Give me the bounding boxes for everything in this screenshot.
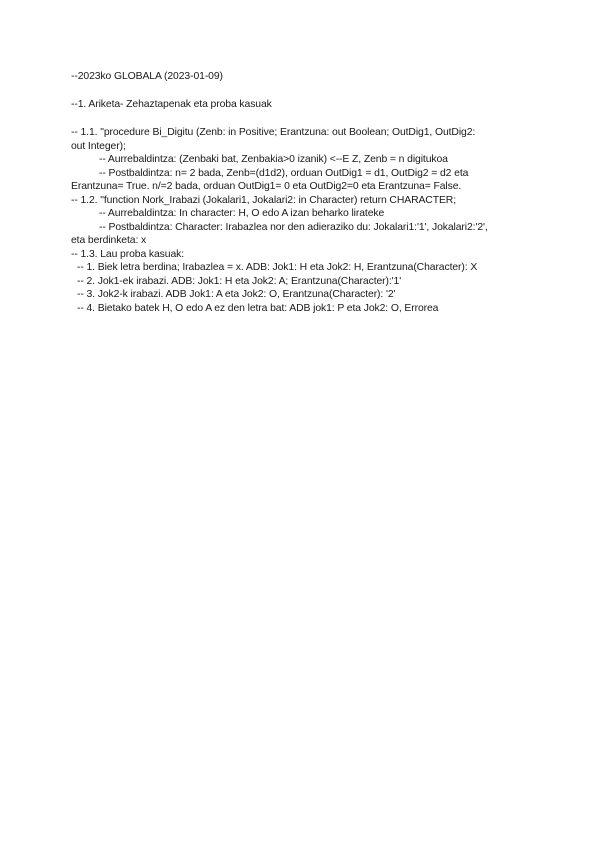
test-case-1: -- 1. Biek letra berdina; Irabazlea = x. ADB: Jok1: H eta Jok2: H, Erantzuna(Character): X — [77, 262, 478, 273]
s11-postcondition-line2: Erantzuna= True. n/=2 bada, orduan OutDig1= 0 eta OutDig2=0 eta Erantzuna= False. — [71, 181, 462, 192]
test-case-2: -- 2. Jok1-ek irabazi. ADB: Jok1: H eta Jok2: A; Erantzuna(Character):'1' — [77, 275, 402, 287]
test-case-3: -- 3. Jok2-k irabazi. ADB Jok1: A eta Jok2: O, Erantzuna(Character): '2' — [77, 289, 396, 300]
s12-line1: -- 1.2. "function Nork_Irabazi (Jokalari1, Jokalari2: in Character) return CHARACTER; — [71, 194, 456, 206]
s11-line1: -- 1.1. "procedure Bi_Digitu (Zenb: in Positive; Erantzuna: out Boolean; OutDig1, OutDig2: — [71, 127, 476, 138]
s12-precondition: -- Aurrebaldintza: In character: H, O edo A izan beharko lirateke — [99, 208, 385, 219]
s11-precondition: -- Aurrebaldintza: (Zenbaki bat, Zenbakia>0 izanik) <--E Z, Zenb = n digitukoa — [99, 154, 448, 165]
s11-line2: out Integer); — [71, 140, 126, 152]
document-title: --2023ko GLOBALA (2023-01-09) — [71, 71, 223, 82]
s12-postcondition-line2: eta berdinketa: x — [71, 235, 147, 246]
s11-postcondition-line1: -- Postbaldintza: n= 2 bada, Zenb=(d1d2), orduan OutDig1 = d1, OutDig2 = d2 eta — [99, 167, 469, 179]
s12-postcondition-line1: -- Postbaldintza: Character: Irabazlea nor den adieraziko du: Jokalari1:'1', Jokalari2:'2', — [99, 221, 488, 233]
document-body — [71, 70, 531, 315]
section1-heading: --1. Ariketa- Zehaztapenak eta proba kasuak — [71, 98, 272, 110]
s13-heading: -- 1.3. Lau proba kasuak: — [71, 248, 185, 260]
test-case-4: -- 4. Bietako batek H, O edo A ez den letra bat: ADB jok1: P eta Jok2: O, Errorea — [77, 302, 439, 314]
